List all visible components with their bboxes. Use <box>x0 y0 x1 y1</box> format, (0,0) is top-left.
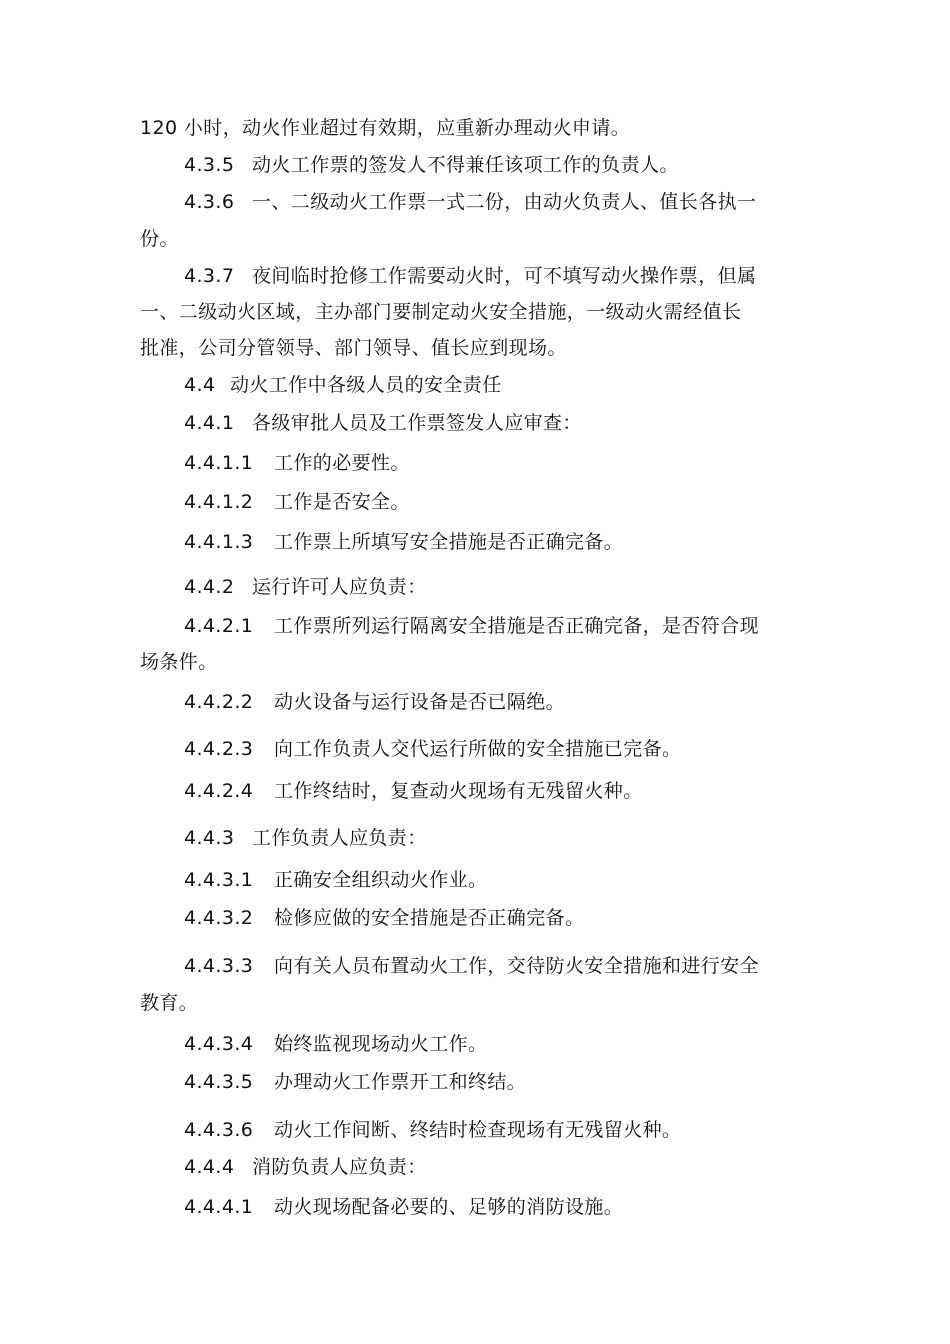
clause-4-4-2-4 <box>184 779 643 803</box>
clause-4-4-2-2 <box>184 690 565 714</box>
clause-number: 4.4.2.4 <box>184 780 254 802</box>
clause-text: 一、二级动火工作票一式二份，由动火负责人、值长各执一 <box>252 191 757 213</box>
clause-text: 工作票上所填写安全措施是否正确完备。 <box>274 531 624 553</box>
clause-number: 4.4.4.1 <box>184 1196 254 1218</box>
clause-continuation: 份。 <box>140 228 179 250</box>
clause-continuation: 一、二级动火区域，主办部门要制定动火安全措施，一级动火需经值长 <box>140 301 742 323</box>
clause-number: 4.3.5 <box>184 154 235 176</box>
clause-text: 正确安全组织动火作业。 <box>274 869 488 891</box>
clause-text: 向工作负责人交代运行所做的安全措施已完备。 <box>274 738 682 760</box>
clause-number: 4.4.1.3 <box>184 531 254 553</box>
clause-4-4-3-5 <box>184 1070 526 1094</box>
clause-number: 4.4.2.1 <box>184 615 254 637</box>
clause-text: 向有关人员布置动火工作，交待防火安全措施和进行安全 <box>274 955 760 977</box>
clause-text: 动火现场配备必要的、足够的消防设施。 <box>274 1196 624 1218</box>
clause-text: 工作的必要性。 <box>274 452 410 474</box>
clause-4-4-3-2 <box>184 906 584 930</box>
clause-number: 4.4.3.5 <box>184 1071 254 1093</box>
clause-4-4-2-3 <box>184 737 681 761</box>
clause-text: 动火设备与运行设备是否已隔绝。 <box>274 691 566 713</box>
clause-number: 4.4.2 <box>184 576 235 598</box>
clause-text: 各级审批人员及工作票签发人应审查： <box>252 412 582 434</box>
clause-text: 工作票所列运行隔离安全措施是否正确完备，是否符合现 <box>274 615 760 637</box>
clause-text: 夜间临时抢修工作需要动火时，可不填写动火操作票，但属 <box>252 265 757 287</box>
clause-number: 4.4.4 <box>184 1156 235 1178</box>
clause-number: 4.4.3.2 <box>184 907 254 929</box>
clause-text: 工作终结时，复查动火现场有无残留火种。 <box>274 780 643 802</box>
clause-continuation: 场条件。 <box>140 651 218 673</box>
clause-4-3-7 <box>184 264 756 288</box>
clause-number: 4.4.3.6 <box>184 1119 254 1141</box>
clause-4-4-3 <box>184 826 427 850</box>
clause-4-4-1 <box>184 411 582 435</box>
clause-text: 工作是否安全。 <box>274 491 410 513</box>
clause-text: 始终监视现场动火工作。 <box>274 1033 488 1055</box>
clause-number: 4.4.1.2 <box>184 491 254 513</box>
clause-4-4-3-3 <box>184 954 759 978</box>
clause-continuation: 教育。 <box>140 992 199 1014</box>
clause-text: 消防负责人应负责： <box>252 1156 427 1178</box>
clause-number: 4.4.3.1 <box>184 869 254 891</box>
section-heading-4-4 <box>184 373 502 397</box>
clause-text: 动火工作中各级人员的安全责任 <box>230 374 502 396</box>
clause-number: 4.4.3.4 <box>184 1033 254 1055</box>
clause-4-4-1-3 <box>184 530 623 554</box>
clause-number: 4.3.7 <box>184 265 235 287</box>
clause-text: 检修应做的安全措施是否正确完备。 <box>274 907 585 929</box>
clause-number: 4.4.2.3 <box>184 738 254 760</box>
clause-number: 4.3.6 <box>184 191 235 213</box>
clause-4-3-5 <box>184 153 679 177</box>
clause-4-4-3-1 <box>184 868 487 892</box>
clause-continuation: 批准，公司分管领导、部门领导、值长应到现场。 <box>140 337 567 359</box>
clause-number: 4.4.1.1 <box>184 452 254 474</box>
paragraph-line: 120 小时，动火作业超过有效期，应重新办理动火申请。 <box>140 117 631 139</box>
clause-number: 4.4.3.3 <box>184 955 254 977</box>
clause-text: 办理动火工作票开工和终结。 <box>274 1071 527 1093</box>
clause-text: 运行许可人应负责： <box>252 576 427 598</box>
clause-4-4-4-1 <box>184 1195 623 1219</box>
clause-4-4-4 <box>184 1155 427 1179</box>
clause-number: 4.4.1 <box>184 412 235 434</box>
clause-number: 4.4.2.2 <box>184 691 254 713</box>
clause-text: 工作负责人应负责： <box>252 827 427 849</box>
clause-4-4-1-1 <box>184 451 410 475</box>
clause-text: 动火工作票的签发人不得兼任该项工作的负责人。 <box>252 154 679 176</box>
clause-4-4-1-2 <box>184 490 410 514</box>
clause-number: 4.4 <box>184 374 216 396</box>
clause-4-3-6 <box>184 190 756 214</box>
clause-number: 4.4.3 <box>184 827 235 849</box>
clause-4-4-2 <box>184 575 427 599</box>
clause-text: 动火工作间断、终结时检查现场有无残留火种。 <box>274 1119 682 1141</box>
clause-4-4-3-4 <box>184 1032 487 1056</box>
clause-4-4-3-6 <box>184 1118 681 1142</box>
clause-4-4-2-1 <box>184 614 759 638</box>
